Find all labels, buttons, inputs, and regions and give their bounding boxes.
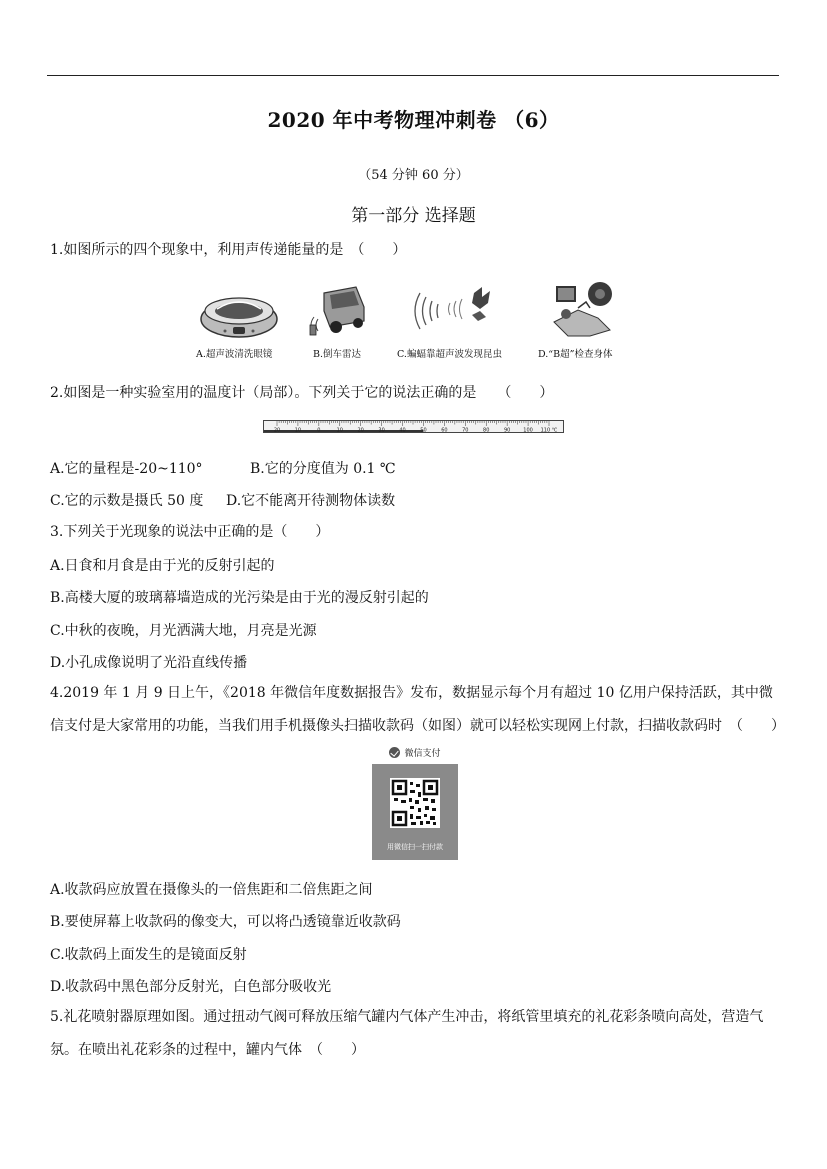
thermometer-tick-label: 20 [357,427,364,434]
q1-caption-c: C.蝙蝠靠超声波发现昆虫 [397,349,502,360]
q3-stem: 3.下列关于光现象的说法中正确的是（ ） [50,524,330,540]
thermometer-tick-label: 10 [336,427,343,434]
wechat-pay-icon [389,747,400,758]
header-rule [47,75,779,76]
q4-option-c: C.收款码上面发生的是镜面反射 [50,947,247,963]
thermometer-tick-label: 0 [317,427,321,434]
q1-figure-a-ultrasonic-cleaner [197,285,282,343]
q1-caption-a: A.超声波清洗眼镜 [196,349,273,360]
q2-option-d: D.它不能离开待测物体读数 [226,493,396,509]
q1-stem: 1.如图所示的四个现象中，利用声传递能量的是 （ ） [50,242,407,258]
q4-payment-qr-figure [372,742,458,862]
thermometer-tick-label: 20 [273,427,281,434]
thermometer-tick-label: 60 [441,427,448,434]
q3-option-b: B.高楼大厦的玻璃幕墙造成的光污染是由于光的漫反射引起的 [50,590,429,606]
qr-card [372,764,458,860]
qr-code [390,778,440,828]
section-heading: 第一部分 选择题 [351,206,476,226]
q4-option-d: D.收款码中黑色部分反射光，白色部分吸收光 [50,979,332,995]
thermometer-tick-label: 110 ℃ [540,427,558,434]
exam-duration: （54 分钟 60 分） [358,168,469,183]
q2-stem: 2.如图是一种实验室用的温度计（局部）。下列关于它的说法正确的是 （ ） [50,385,554,401]
q1-figure-c-bat-echolocation [410,283,495,338]
thermometer-tick-label: 50 [420,427,427,434]
q1-figure-d-b-ultrasound [548,278,614,342]
qr-footer-label: 用微信扫一扫付款 [387,843,443,851]
q2-option-a: A.它的量程是-20~110° [50,461,203,477]
q5-stem: 5.礼花喷射器原理如图。通过扭动气阀可释放压缩气罐内气体产生冲击，将纸管里填充的礼花彩条喷向高处，营造气氛。在喷出礼花彩条的过程中，罐内气体 （ ） [50,1009,764,1058]
thermometer-tick-label: 80 [483,427,490,434]
q4-stem: 4.2019 年 1 月 9 日上午，《2018 年微信年度数据报告》发布，数据显示每个月有超过 10 亿用户保持活跃，其中微信支付是大家常用的功能，当我们用手机摄像头扫描收款码（如图）就可以轻松实现网上付款，扫描收款码时 （ ） [50,685,785,734]
q2-option-c: C.它的示数是摄氏 50 度 [50,493,204,509]
q3-option-c: C.中秋的夜晚，月光洒满大地，月亮是光源 [50,623,317,639]
q4-option-b: B.要使屏幕上收款码的像变大，可以将凸透镜靠近收款码 [50,914,401,930]
q1-caption-d: D.“B超”检查身体 [538,349,613,360]
qr-header-label: 微信支付 [404,748,441,759]
q1-figure-b-reversing-radar [306,281,366,341]
thermometer-tick-label: 100 [523,427,533,434]
q2-option-b: B.它的分度值为 0.1 ℃ [250,461,396,477]
q1-caption-b: B.倒车雷达 [313,349,362,360]
page-title: 2020 年中考物理冲刺卷 （6） [267,108,560,132]
thermometer-tick-label: 40 [399,427,406,434]
q4-option-a: A.收款码应放置在摄像头的一倍焦距和二倍焦距之间 [50,882,373,898]
q2-thermometer-scale [263,418,564,435]
q3-option-d: D.小孔成像说明了光沿直线传播 [50,655,248,671]
q3-option-a: A.日食和月食是由于光的反射引起的 [50,558,275,574]
thermometer-tick-label: 30 [378,427,385,434]
thermometer-tick-label: 10 [294,427,302,434]
thermometer-tick-label: 90 [503,427,511,434]
thermometer-tick-label: 70 [462,427,469,434]
